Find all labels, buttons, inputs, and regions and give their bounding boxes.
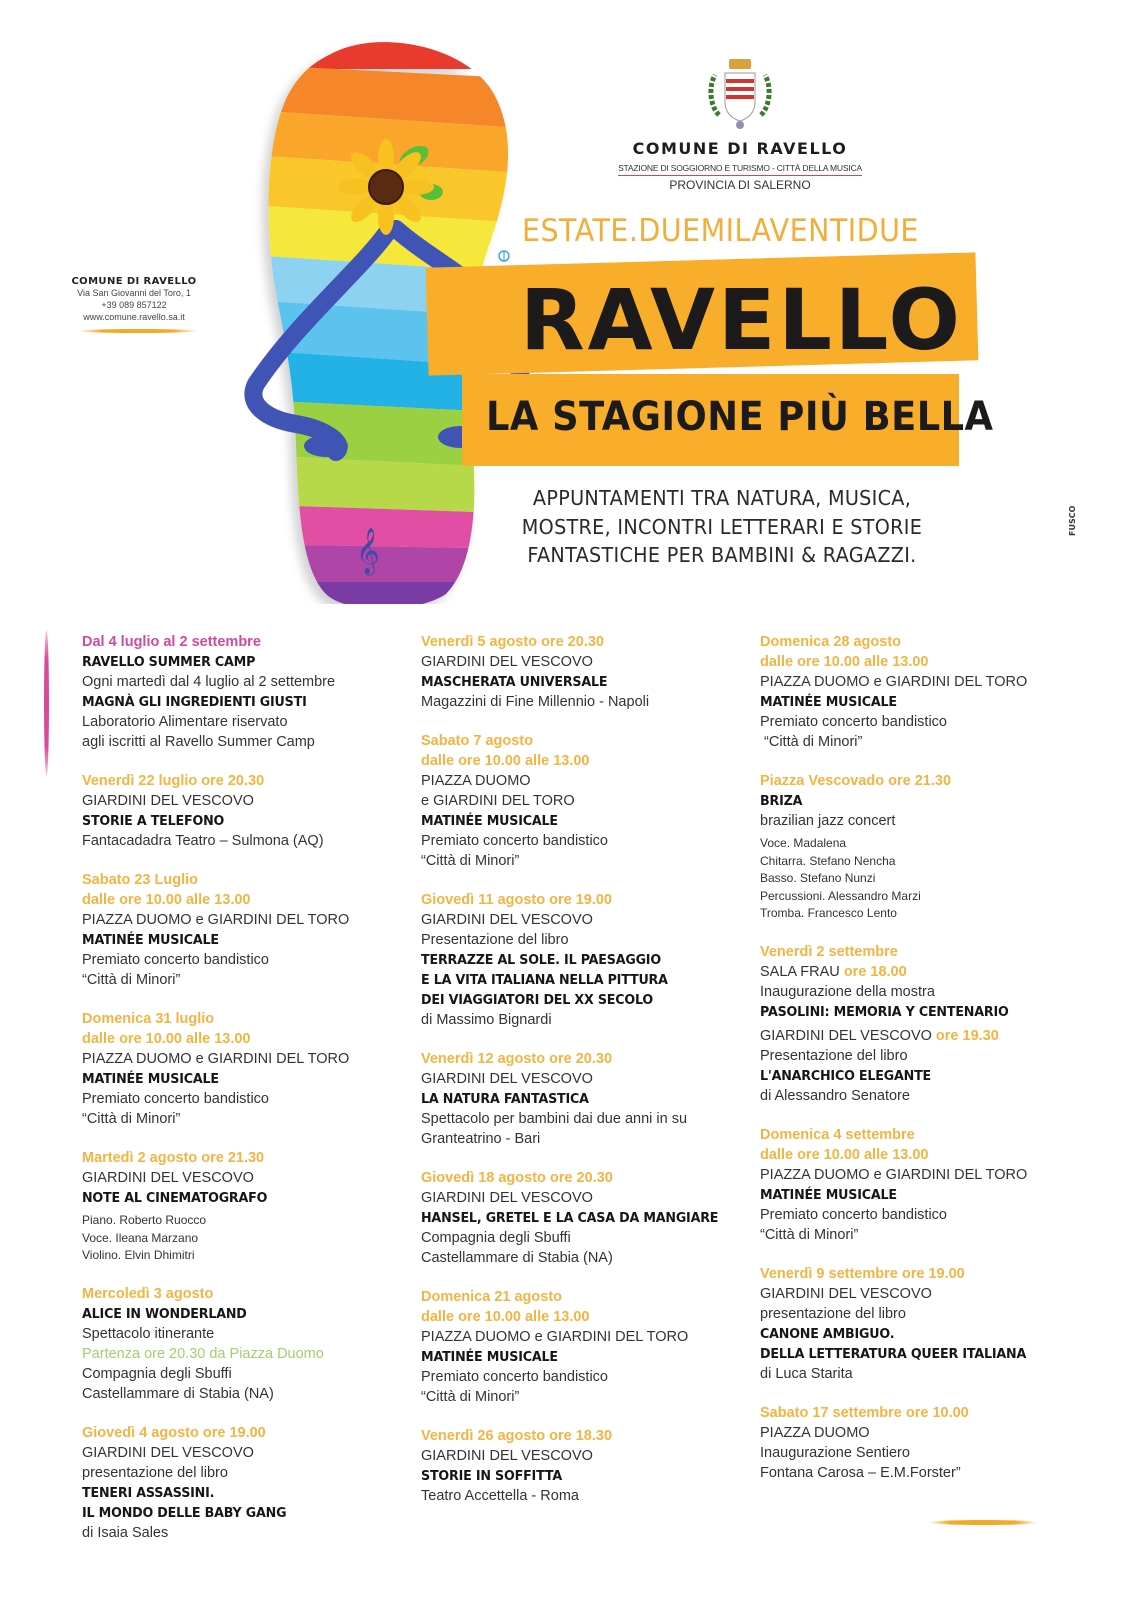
event-date: Sabato 7 agosto xyxy=(421,733,533,749)
event-item xyxy=(421,731,741,871)
event-date: Domenica 21 agosto xyxy=(421,1289,563,1305)
event-title: DELLA LETTERATURA QUEER ITALIANA xyxy=(760,1345,1027,1362)
event-line: “Città di Minori” xyxy=(760,1226,859,1243)
event-performer: Violino. Elvin Dhimitri xyxy=(82,1248,195,1262)
event-performer: Piano. Roberto Ruocco xyxy=(82,1213,207,1227)
bottom-swoosh xyxy=(928,1520,1038,1525)
event-venue: GIARDINI DEL VESCOVO xyxy=(421,1071,593,1087)
event-title: MATINÉE MUSICALE xyxy=(421,1349,558,1365)
event-title: IL MONDO DELLE BABY GANG xyxy=(82,1504,287,1521)
event-venue: PIAZZA DUOMO xyxy=(421,773,531,789)
event-line: Premiato concerto bandistico xyxy=(421,1369,608,1385)
event-date: Giovedì 4 agosto ore 19.00 xyxy=(82,1424,266,1441)
event-title: HANSEL, GRETEL E LA CASA DA MANGIARE xyxy=(421,1210,719,1226)
event-venue-row xyxy=(760,1026,1080,1046)
event-item xyxy=(82,870,402,990)
event-title: STORIE A TELEFONO xyxy=(82,813,225,829)
event-line: presentazione del libro xyxy=(760,1305,906,1322)
event-title: MATINÉE MUSICALE xyxy=(82,1071,219,1087)
event-time: ore 19.30 xyxy=(935,1027,999,1044)
event-date: Martedì 2 agosto ore 21.30 xyxy=(82,1150,265,1166)
event-title: MATINÉE MUSICALE xyxy=(421,813,558,829)
event-line: Premiato concerto bandistico xyxy=(82,1091,269,1107)
event-venue: SALA FRAU xyxy=(760,963,840,980)
event-item xyxy=(760,632,1080,752)
event-venue: GIARDINI DEL VESCOVO xyxy=(760,1027,932,1044)
event-venue: GIARDINI DEL VESCOVO xyxy=(421,1448,593,1464)
event-title: TERRAZZE AL SOLE. IL PAESAGGIO xyxy=(421,952,661,968)
event-line: brazilian jazz concert xyxy=(760,813,896,829)
event-venue-row xyxy=(760,962,1080,982)
event-venue: PIAZZA DUOMO e GIARDINI DEL TORO xyxy=(760,1166,1028,1183)
main-subtitle: LA STAGIONE PIÙ BELLA xyxy=(486,394,994,440)
event-item xyxy=(421,1426,741,1506)
event-line: Presentazione del libro xyxy=(421,932,569,948)
comune-title: COMUNE DI RAVELLO xyxy=(632,139,848,158)
event-title: PASOLINI: MEMORIA Y CENTENARIO xyxy=(760,1003,1009,1020)
event-line: Inaugurazione della mostra xyxy=(760,983,935,1000)
event-title: STORIE IN SOFFITTA xyxy=(421,1468,562,1484)
event-title: LA NATURA FANTASTICA xyxy=(421,1091,589,1107)
event-item xyxy=(421,1168,741,1268)
event-title: BRIZA xyxy=(760,793,803,809)
event-line: di Luca Starita xyxy=(760,1365,853,1382)
designer-credit: FUSCO xyxy=(1068,505,1077,536)
event-performer: Percussioni. Alessandro Marzi xyxy=(760,888,921,903)
event-title: MASCHERATA UNIVERSALE xyxy=(421,674,608,690)
event-venue: PIAZZA DUOMO e GIARDINI DEL TORO xyxy=(760,674,1028,690)
event-line: Fantacadadra Teatro – Sulmona (AQ) xyxy=(82,833,324,849)
event-item xyxy=(421,1287,741,1407)
event-venue: GIARDINI DEL VESCOVO xyxy=(421,912,593,928)
event-line: di Massimo Bignardi xyxy=(421,1012,552,1028)
comune-province: PROVINCIA DI SALERNO xyxy=(669,178,811,192)
event-date: Sabato 17 settembre ore 10.00 xyxy=(760,1404,969,1421)
events-column-3 xyxy=(760,632,1080,1502)
event-venue: PIAZZA DUOMO e GIARDINI DEL TORO xyxy=(82,912,350,928)
event-line: Castellammare di Stabia (NA) xyxy=(421,1250,613,1266)
event-date: Venerdì 9 settembre ore 19.00 xyxy=(760,1265,965,1282)
event-title: NOTE AL CINEMATOGRAFO xyxy=(82,1190,268,1206)
event-item xyxy=(82,1284,402,1404)
event-title: CANONE AMBIGUO. xyxy=(760,1325,895,1342)
event-venue: GIARDINI DEL VESCOVO xyxy=(82,793,254,809)
event-time: dalle ore 10.00 alle 13.00 xyxy=(82,892,251,908)
event-line: “Città di Minori” xyxy=(760,734,863,750)
event-title: TENERI ASSASSINI. xyxy=(82,1484,215,1501)
event-date: Giovedì 11 agosto ore 19.00 xyxy=(421,892,612,908)
address-website[interactable]: www.comune.ravello.sa.it xyxy=(83,312,185,322)
event-title: DEI VIAGGIATORI DEL XX SECOLO xyxy=(421,992,654,1008)
event-item xyxy=(760,1125,1080,1245)
event-item xyxy=(760,771,1080,923)
event-line: Teatro Accettella - Roma xyxy=(421,1488,579,1504)
event-line: di Isaia Sales xyxy=(82,1524,169,1541)
event-item xyxy=(760,1403,1080,1483)
tagline xyxy=(520,484,923,570)
event-venue: GIARDINI DEL VESCOVO xyxy=(421,654,593,670)
event-date: Dal 4 luglio al 2 settembre xyxy=(82,634,261,650)
event-date: Venerdì 5 agosto ore 20.30 xyxy=(421,634,604,650)
tagline-line: FANTASTICHE PER BAMBINI & RAGAZZI. xyxy=(527,543,917,567)
event-line: Magazzini di Fine Millennio - Napoli xyxy=(421,694,650,710)
main-title: RAVELLO xyxy=(520,271,963,369)
event-date: Sabato 23 Luglio xyxy=(82,872,199,888)
event-date: Domenica 31 luglio xyxy=(82,1011,215,1027)
events-column-2 xyxy=(421,632,741,1525)
event-venue: e GIARDINI DEL TORO xyxy=(421,793,575,809)
event-item xyxy=(82,1009,402,1129)
event-performer: Tromba. Francesco Lento xyxy=(760,906,897,920)
event-line: Fontana Carosa – E.M.Forster” xyxy=(760,1464,961,1481)
event-date: Mercoledì 3 agosto xyxy=(82,1285,214,1302)
event-date: Giovedì 18 agosto ore 20.30 xyxy=(421,1170,613,1186)
event-item xyxy=(421,890,741,1030)
coat-of-arms-icon xyxy=(705,55,775,135)
address-block xyxy=(62,276,206,333)
event-line: Premiato concerto bandistico xyxy=(421,833,608,849)
event-line: agli iscritti al Ravello Summer Camp xyxy=(82,734,315,750)
event-title: MAGNÀ GLI INGREDIENTI GIUSTI xyxy=(82,694,307,710)
event-line: “Città di Minori” xyxy=(82,972,181,988)
event-line: Castellammare di Stabia (NA) xyxy=(82,1385,274,1402)
event-title: ALICE IN WONDERLAND xyxy=(82,1305,247,1322)
events-column-1 xyxy=(82,632,402,1562)
event-line: Spettacolo per bambini dai due anni in su xyxy=(421,1111,688,1127)
event-title: E LA VITA ITALIANA NELLA PITTURA xyxy=(421,972,668,988)
event-departure: Partenza ore 20.30 da Piazza Duomo xyxy=(82,1345,324,1362)
address-phone: +39 089 857122 xyxy=(101,300,167,310)
event-date: Venerdì 22 luglio ore 20.30 xyxy=(82,773,265,789)
event-line: Presentazione del libro xyxy=(760,1047,908,1064)
treble-clef-icon: 𝄞 xyxy=(356,528,380,574)
event-date: Venerdì 26 agosto ore 18.30 xyxy=(421,1428,613,1444)
event-line: Compagnia degli Sbuffi xyxy=(421,1230,571,1246)
event-title: MATINÉE MUSICALE xyxy=(760,1186,897,1203)
event-time: dalle ore 10.00 alle 13.00 xyxy=(421,1309,590,1325)
event-date: Domenica 4 settembre xyxy=(760,1126,915,1143)
event-item xyxy=(760,942,1080,1106)
tagline-line: MOSTRE, INCONTRI LETTERARI E STORIE xyxy=(521,514,923,539)
event-summer-camp xyxy=(82,632,402,752)
strap-left-end xyxy=(304,435,348,457)
event-time: ore 18.00 xyxy=(843,963,907,980)
event-title: MATINÉE MUSICALE xyxy=(760,694,897,710)
event-item xyxy=(760,1264,1080,1384)
event-line: Premiato concerto bandistico xyxy=(760,1206,947,1223)
event-performer: Chitarra. Stefano Nencha xyxy=(760,853,896,868)
event-item xyxy=(82,1423,402,1543)
event-venue: PIAZZA DUOMO xyxy=(760,1424,870,1441)
peace-symbol-icon xyxy=(499,251,509,261)
event-line: Granteatrino - Bari xyxy=(421,1131,541,1147)
event-venue: GIARDINI DEL VESCOVO xyxy=(82,1170,254,1186)
event-line: “Città di Minori” xyxy=(82,1111,181,1127)
event-line: Spettacolo itinerante xyxy=(82,1325,215,1342)
event-venue: GIARDINI DEL VESCOVO xyxy=(760,1285,932,1302)
pink-accent-bar xyxy=(44,630,49,776)
event-date: Domenica 28 agosto xyxy=(760,634,902,650)
estate-heading: ESTATE.DUEMILAVENTIDUE xyxy=(522,213,919,249)
event-item xyxy=(421,632,741,712)
event-title: MATINÉE MUSICALE xyxy=(82,932,219,948)
address-name: COMUNE DI RAVELLO xyxy=(71,276,197,287)
comune-crest-block xyxy=(600,55,880,192)
event-date: Piazza Vescovado ore 21.30 xyxy=(760,773,952,789)
address-street: Via San Giovanni del Toro, 1 xyxy=(77,288,191,298)
event-item xyxy=(82,771,402,851)
event-line: Premiato concerto bandistico xyxy=(760,714,947,730)
event-venue: PIAZZA DUOMO e GIARDINI DEL TORO xyxy=(421,1329,689,1345)
tagline-line: APPUNTAMENTI TRA NATURA, MUSICA, xyxy=(532,486,912,510)
event-venue: GIARDINI DEL VESCOVO xyxy=(82,1444,254,1461)
event-line: Ogni martedì dal 4 luglio al 2 settembre xyxy=(82,674,336,690)
event-item xyxy=(421,1049,741,1149)
event-line: “Città di Minori” xyxy=(421,1389,520,1405)
event-time: dalle ore 10.00 alle 13.00 xyxy=(760,654,929,670)
event-line: “Città di Minori” xyxy=(421,853,520,869)
event-performer: Voce. Ileana Marzano xyxy=(82,1230,199,1245)
event-title: L'ANARCHICO ELEGANTE xyxy=(760,1067,932,1084)
event-time: dalle ore 10.00 alle 13.00 xyxy=(421,753,590,769)
event-line: Premiato concerto bandistico xyxy=(82,952,269,968)
event-line: Inaugurazione Sentiero xyxy=(760,1444,910,1461)
event-date: Venerdì 2 settembre xyxy=(760,943,898,960)
event-venue: GIARDINI DEL VESCOVO xyxy=(421,1190,593,1206)
event-venue: PIAZZA DUOMO e GIARDINI DEL TORO xyxy=(82,1051,350,1067)
event-performer: Voce. Madalena xyxy=(760,836,847,850)
event-line: di Alessandro Senatore xyxy=(760,1087,910,1104)
event-time: dalle ore 10.00 alle 13.00 xyxy=(82,1031,251,1047)
event-line: Compagnia degli Sbuffi xyxy=(82,1365,232,1382)
event-line: presentazione del libro xyxy=(82,1464,228,1481)
event-title: RAVELLO SUMMER CAMP xyxy=(82,654,256,670)
event-item xyxy=(82,1148,402,1265)
event-performer: Basso. Stefano Nunzi xyxy=(760,871,876,885)
event-date: Venerdì 12 agosto ore 20.30 xyxy=(421,1051,613,1067)
comune-subtitle: STAZIONE DI SOGGIORNO E TURISMO - CITTÀ DELLA MUSICA xyxy=(618,163,862,176)
event-line: Laboratorio Alimentare riservato xyxy=(82,714,288,730)
address-swoosh xyxy=(78,329,198,333)
event-time: dalle ore 10.00 alle 13.00 xyxy=(760,1146,929,1163)
